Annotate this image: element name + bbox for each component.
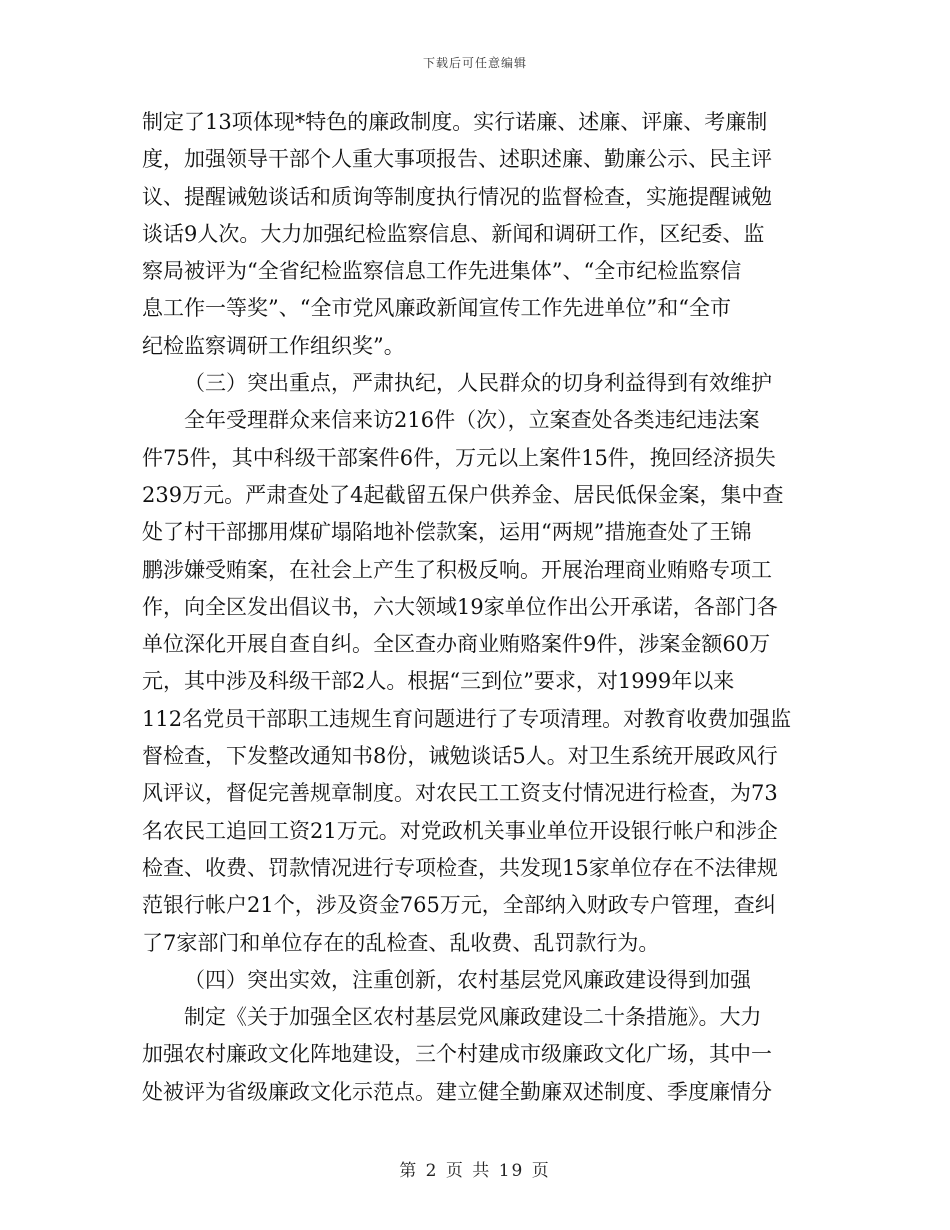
paragraph-start: 全年受理群众来信来访216件（次），立案查处各类违纪违法案	[184, 408, 760, 433]
text-line: 鹏涉嫌受贿案，在社会上产生了积极反响。开展治理商业贿赂专项工	[142, 557, 772, 582]
text-line: 督检查，下发整改通知书8份，诫勉谈话5人。对卫生系统开展政风行	[142, 744, 778, 769]
text-line: 单位深化开展自查自纠。全区查办商业贿赂案件9件，涉案金额60万	[142, 632, 771, 657]
text-line: 制定了13项体现*特色的廉政制度。实行诺廉、述廉、评廉、考廉制	[142, 110, 768, 134]
text-line: 名农民工追回工资21万元。对党政机关事业单位开设银行帐户和涉企	[142, 818, 778, 843]
header-note: 下载后可任意编辑	[422, 56, 527, 70]
text-line: 度，加强领导干部个人重大事项报告、述职述廉、勤廉公示、民主评	[142, 147, 772, 172]
section-heading: （四）突出实效，注重创新，农村基层党风廉政建设得到加强	[184, 967, 751, 992]
text-line: 作，向全区发出倡议书，六大领域19家单位作出公开承诺，各部门各	[142, 594, 778, 619]
text-line: 件75件，其中科级干部案件6件，万元以上案件15件，挽回经济损失	[142, 445, 776, 470]
section-heading: （三）突出重点，严肃执纪，人民群众的切身利益得到有效维护	[184, 371, 772, 396]
text-line: 239万元。严肃查处了4起截留五保户供养金、居民低保金案，集中查	[142, 482, 784, 507]
text-line: 加强农村廉政文化阵地建设，三个村建成市级廉政文化广场，其中一	[142, 1042, 772, 1067]
page-number: 第 2 页 共 19 页	[399, 1161, 551, 1181]
text-line: 范银行帐户21个，涉及资金765万元，全部纳入财政专户管理，查纠	[142, 893, 776, 918]
document-body	[142, 104, 808, 1111]
text-line: 处被评为省级廉政文化示范点。建立健全勤廉双述制度、季度廉情分	[142, 1079, 772, 1104]
text-line: 察局被评为“全省纪检监察信息工作先进集体”、“全市纪检监察信	[142, 259, 742, 284]
text-line: 谈话9人次。大力加强纪检监察信息、新闻和调研工作，区纪委、监	[142, 221, 765, 246]
text-line: 检查、收费、罚款情况进行专项检查，共发现15家单位存在不法律规	[142, 855, 778, 880]
text-line: 处了村干部挪用煤矿塌陷地补偿款案，运用“两规”措施查处了王锦	[142, 520, 752, 545]
text-line: 纪检监察调研工作组织奖”。	[142, 333, 405, 358]
text-line: 元，其中涉及科级干部2人。根据“三到位”要求，对1999年以来	[142, 669, 735, 694]
text-line: 112名党员干部职工违规生育问题进行了专项清理。对教育收费加强监	[142, 706, 792, 731]
text-line: 了7家部门和单位存在的乱检查、乱收费、乱罚款行为。	[142, 930, 660, 955]
paragraph-start: 制定《关于加强全区农村基层党风廉政建设二十条措施》。大力	[184, 1005, 762, 1030]
text-line: 议、提醒诫勉谈话和质询等制度执行情况的监督检查，实施提醒诫勉	[142, 184, 772, 209]
text-line: 息工作一等奖”、“全市党风廉政新闻宣传工作先进单位”和“全市	[142, 296, 731, 321]
text-line: 风评议，督促完善规章制度。对农民工工资支付情况进行检查，为73	[142, 781, 778, 806]
